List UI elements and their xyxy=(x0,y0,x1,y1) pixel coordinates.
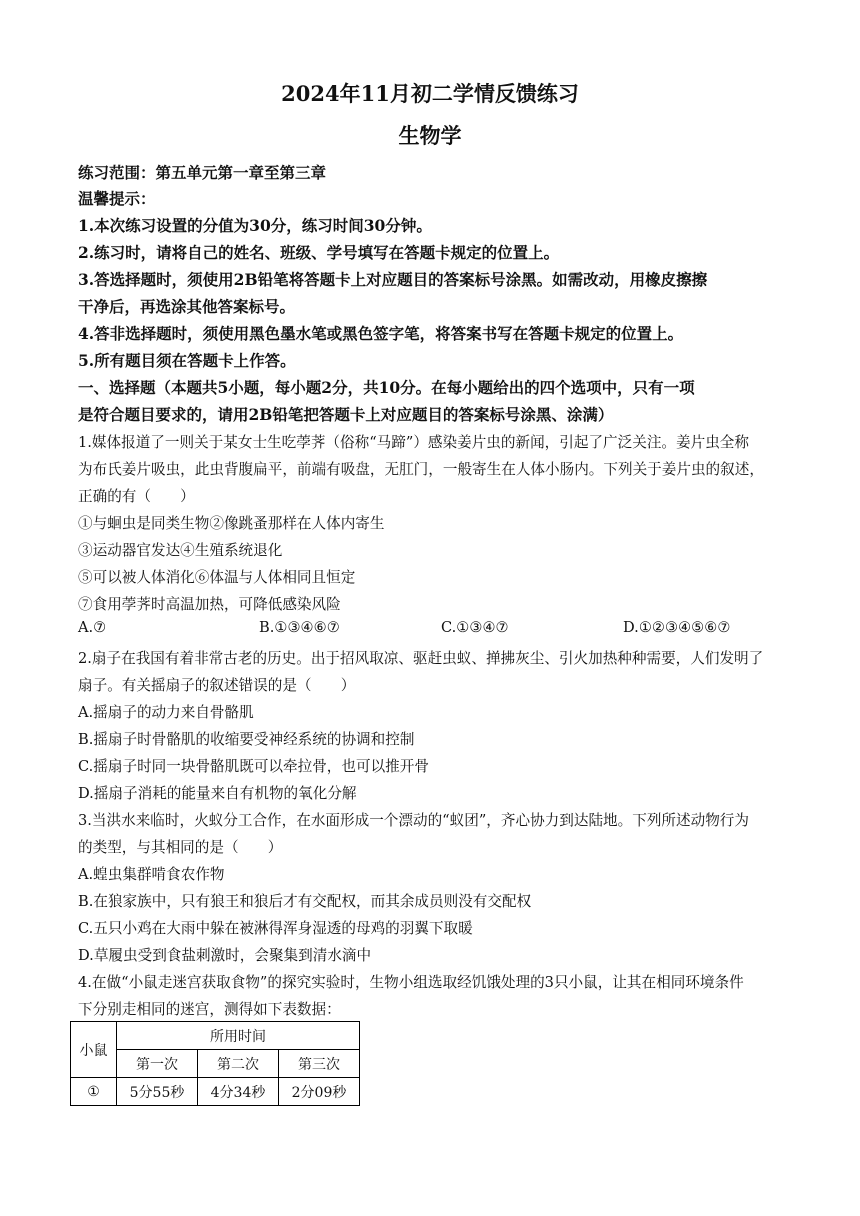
tip-line: 干净后，再选涂其他答案标号。 xyxy=(78,297,296,316)
q1-statement: ⑤可以被人体消化⑥体温与人体相同且恒定 xyxy=(78,569,356,586)
table-cell: 2分09秒 xyxy=(279,1078,360,1106)
table-row-label: ① xyxy=(71,1078,117,1106)
exam-title: 2024年11月初二学情反馈练习 xyxy=(281,81,579,106)
q1-statement: ③运动器官发达④生殖系统退化 xyxy=(78,542,283,559)
section-heading: 一、选择题（本题共5小题，每小题2分，共10分。在每小题给出的四个选项中，只有一项 xyxy=(78,378,695,397)
q1-options xyxy=(78,619,798,639)
q4-stem: 下分别走相同的迷宫，测得如下表数据： xyxy=(78,1001,341,1018)
q1-option-d[interactable]: D.①②③④⑤⑥⑦ xyxy=(623,619,731,636)
table-row xyxy=(71,1078,360,1106)
q2-option-d[interactable]: D.摇扇子消耗的能量来自有机物的氧化分解 xyxy=(78,785,357,802)
q1-stem: 为布氏姜片吸虫，此虫背腹扁平，前端有吸盘，无肛门，一般寄生在人体小肠内。下列关于姜片虫的叙述， xyxy=(78,461,764,478)
q3-option-b[interactable]: B.在狼家族中，只有狼王和狼后才有交配权，而其余成员则没有交配权 xyxy=(78,893,532,910)
q2-option-c[interactable]: C.摇扇子时同一块骨骼肌既可以牵拉骨，也可以推开骨 xyxy=(78,758,429,775)
q3-stem: 的类型，与其相同的是（ ） xyxy=(78,839,283,856)
q1-option-c[interactable]: C.①③④⑦ xyxy=(441,619,509,636)
q1-option-a[interactable]: A.⑦ xyxy=(78,619,107,636)
tip-line: 4.答非选择题时，须使用黑色墨水笔或黑色签字笔，将答案书写在答题卡规定的位置上。 xyxy=(78,324,684,343)
section-heading: 是符合题目要求的，请用2B铅笔把答题卡上对应题目的答案标号涂黑、涂满） xyxy=(78,405,614,424)
q2-option-a[interactable]: A.摇扇子的动力来自骨骼肌 xyxy=(78,704,254,721)
tip-line: 3.答选择题时，须使用2B铅笔将答题卡上对应题目的答案标号涂黑。如需改动，用橡皮擦擦 xyxy=(78,270,708,289)
table-cell: 4分34秒 xyxy=(198,1078,279,1106)
table-column-header: 第一次 xyxy=(117,1050,198,1078)
table-column-header: 第二次 xyxy=(198,1050,279,1078)
scope-line: 练习范围：第五单元第一章至第三章 xyxy=(78,163,327,182)
q2-stem: 2.扇子在我国有着非常古老的历史。出于招风取凉、驱赶虫蚁、掸拂灰尘、引火加热种种需要，人们发明了 xyxy=(78,650,764,667)
q4-stem: 4.在做“小鼠走迷宫获取食物”的探究实验时，生物小组选取经饥饿处理的3只小鼠，让其在相同环境条件 xyxy=(78,974,744,991)
q1-stem: 1.媒体报道了一则关于某女士生吃荸荠（俗称“马蹄”）感染姜片虫的新闻，引起了广泛关注。姜片虫全称 xyxy=(78,434,749,451)
q3-stem: 3.当洪水来临时，火蚁分工合作，在水面形成一个漂动的“蚁团”，齐心协力到达陆地。下列所述动物行为 xyxy=(78,812,749,829)
q3-option-c[interactable]: C.五只小鸡在大雨中躲在被淋得浑身湿透的母鸡的羽翼下取暖 xyxy=(78,920,473,937)
table-group-header: 所用时间 xyxy=(117,1022,360,1050)
subject-title: 生物学 xyxy=(398,123,462,148)
maze-time-table xyxy=(70,1021,360,1106)
table-column-header: 第三次 xyxy=(279,1050,360,1078)
q3-option-a[interactable]: A.蝗虫集群啃食农作物 xyxy=(78,866,225,883)
q1-option-b[interactable]: B.①③④⑥⑦ xyxy=(259,619,340,636)
tip-line: 5.所有题目须在答题卡上作答。 xyxy=(78,351,296,370)
table-row-header: 小鼠 xyxy=(71,1022,117,1078)
q1-stem: 正确的有（ ） xyxy=(78,488,195,505)
q1-statement: ⑦食用荸荠时高温加热，可降低感染风险 xyxy=(78,596,341,613)
tips-label: 温馨提示： xyxy=(78,189,156,208)
q1-statement: ①与蛔虫是同类生物②像跳蚤那样在人体内寄生 xyxy=(78,515,385,532)
q3-option-d[interactable]: D.草履虫受到食盐刺激时，会聚集到清水滴中 xyxy=(78,947,372,964)
tip-line: 1.本次练习设置的分值为30分，练习时间30分钟。 xyxy=(78,216,432,235)
table-cell: 5分55秒 xyxy=(117,1078,198,1106)
q2-option-b[interactable]: B.摇扇子时骨骼肌的收缩要受神经系统的协调和控制 xyxy=(78,731,415,748)
tip-line: 2.练习时，请将自己的姓名、班级、学号填写在答题卡规定的位置上。 xyxy=(78,243,560,262)
q2-stem: 扇子。有关摇扇子的叙述错误的是（ ） xyxy=(78,677,356,694)
